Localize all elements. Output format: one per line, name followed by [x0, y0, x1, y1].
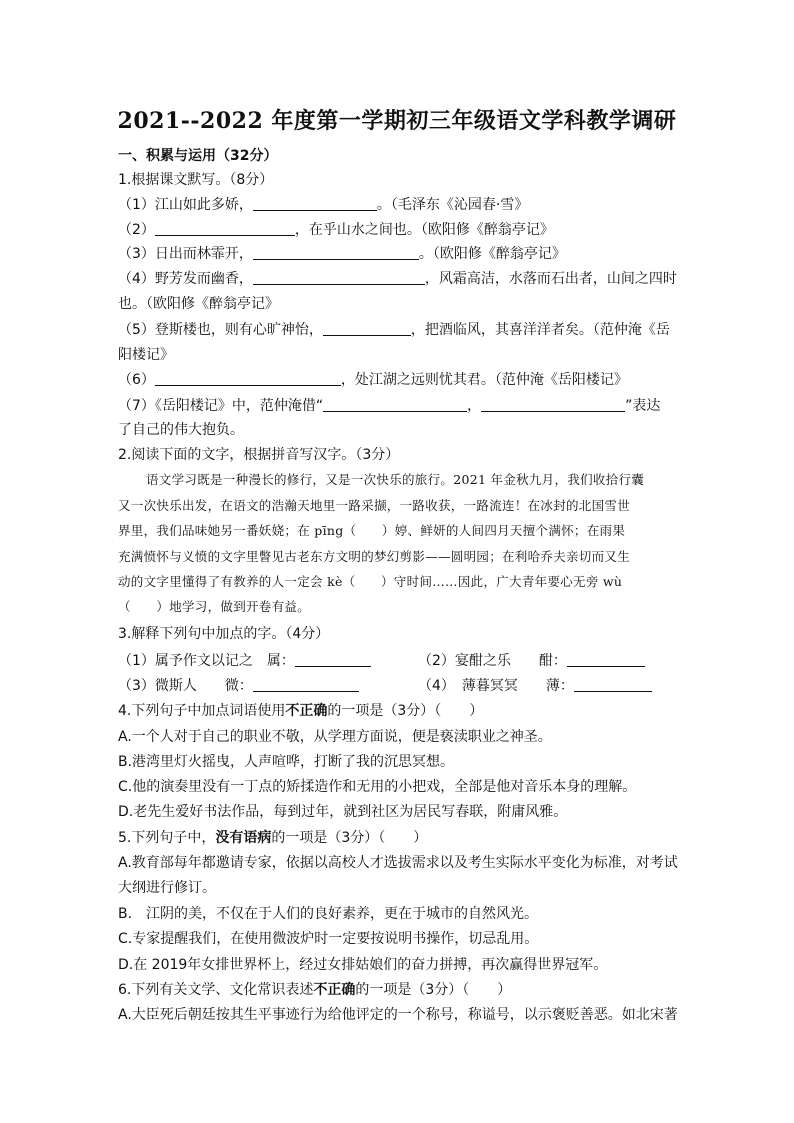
- q1-line-7-comma: ，: [467, 398, 482, 414]
- answer-blank[interactable]: [253, 270, 425, 285]
- answer-blank[interactable]: [323, 321, 411, 336]
- q5-option-a: A.教育部每年都邀请专家，依据以高校人才选拔需求以及考生实际水平变化为标准，对考试: [118, 855, 678, 871]
- q1-line-1: [118, 195, 528, 215]
- q1-line-3-source: 。（欧阳修《醉翁亭记》: [418, 246, 566, 262]
- q6-stem-score: 的一项是（3分）（ ）: [355, 982, 512, 998]
- q3-item-1: [118, 651, 371, 671]
- q3-item-4-text: （4） 薄暮冥冥 薄：: [418, 678, 574, 694]
- q1-line-3: [118, 244, 566, 264]
- answer-blank[interactable]: [155, 221, 295, 236]
- q1-line-2: [118, 220, 554, 240]
- answer-blank[interactable]: [323, 397, 467, 412]
- q1-line-5-text: （5）登斯楼也，则有心旷神怡，: [118, 322, 323, 338]
- section-heading: 一、积累与运用（32分）: [118, 148, 278, 164]
- q1-line-2-number: （2）: [118, 222, 155, 238]
- q1-line-6-number: （6）: [118, 372, 155, 388]
- q4-option-d: D.老先生爱好书法作品，每到过年，就到社区为居民写春联，附庸风雅。: [118, 804, 568, 820]
- q1-line-6-text: ，处江湖之远则忧其君。（范仲淹《岳阳楼记》: [340, 372, 628, 388]
- answer-blank[interactable]: [253, 677, 359, 692]
- answer-blank[interactable]: [253, 196, 377, 211]
- q1-line-7-text: （7）《岳阳楼记》中，范仲淹借“: [118, 398, 324, 414]
- q1-line-1-text: （1）江山如此多娇，: [118, 197, 253, 213]
- q4-stem-text: 4.下列句子中加点词语使用: [118, 703, 286, 719]
- q1-line-7: [118, 396, 660, 416]
- q5-option-a-cont: 大纲进行修订。: [118, 880, 216, 896]
- q5-option-b: B. 江阴的美，不仅在于人们的良好素养，更在于城市的自然风光。: [118, 906, 539, 922]
- q1-line-7-cont: 了自己的伟大抱负。: [118, 422, 244, 438]
- q1-line-7-rest: ”表达: [625, 398, 661, 414]
- q4-stem-emphasis: 不正确: [285, 703, 328, 719]
- question-1-stem: 1.根据课文默写。（8分）: [118, 172, 274, 188]
- q5-option-c: C.专家提醒我们，在使用微波炉时一定要按说明书操作，切忌乱用。: [118, 931, 539, 947]
- q4-option-a: A.一个人对于自己的职业不敬，从学理方面说，便是亵渎职业之神圣。: [118, 729, 552, 745]
- question-6-stem: [118, 980, 511, 1000]
- q1-line-4-rest: ，风霜高洁，水落而石出者，山间之四时: [424, 271, 677, 287]
- passage-line: 语文学习既是一种漫长的修行，又是一次快乐的旅行。2021 年金秋九月，我们收拾行囊: [146, 472, 645, 487]
- q6-stem-text: 6.下列有关文学、文化常识表述: [118, 982, 314, 998]
- q6-stem-emphasis: 不正确: [313, 982, 356, 998]
- q4-option-c: C.他的演奏里没有一丁点的矫揉造作和无用的小把戏，全部是他对音乐本身的理解。: [118, 779, 637, 795]
- answer-blank[interactable]: [253, 245, 419, 260]
- passage-line: 界里，我们品味她另一番妖娆；在 pīng（ ）婷、鲜妍的人间四月天擅个满怀；在雨果: [118, 523, 626, 538]
- question-3-stem: 3.解释下列句中加点的字。（4分）: [118, 626, 330, 642]
- q1-line-5-cont: 阳楼记》: [118, 347, 174, 363]
- q1-line-4-cont: 也。（欧阳修《醉翁亭记》: [118, 296, 279, 312]
- question-5-stem: [118, 828, 427, 848]
- passage-line: 充满愤怀与义愤的文字里瞥见古老东方文明的梦幻剪影——圆明园；在利哈乔夫亲切而又生: [118, 549, 631, 564]
- q5-stem-text: 5.下列句子中，: [118, 830, 216, 846]
- answer-blank[interactable]: [574, 677, 652, 692]
- question-4-stem: [118, 701, 483, 721]
- q4-option-b: B.港湾里灯火摇曳，人声喧哗，打断了我的沉思冥想。: [118, 754, 455, 770]
- answer-blank[interactable]: [295, 652, 371, 667]
- q6-option-a: A.大臣死后朝廷按其生平事迹行为给他评定的一个称号，称谥号，以示褒贬善恶。如北宋著: [118, 1007, 678, 1023]
- q3-item-1-text: （1）属予作文以记之 属：: [118, 653, 295, 669]
- q3-item-4: [418, 676, 652, 696]
- q5-option-d: D.在 2019年女排世界杯上，经过女排姑娘们的奋力拼搏，再次赢得世界冠军。: [118, 957, 608, 973]
- page-title: 2021--2022 年度第一学期初三年级语文学科教学调研: [117, 108, 677, 134]
- q3-item-2-text: （2）宴酣之乐 酣：: [418, 653, 567, 669]
- q1-line-4: [118, 269, 677, 289]
- q1-line-4-text: （4）野芳发而幽香，: [118, 271, 253, 287]
- passage-line: 又一次快乐出发，在语文的浩瀚天地里一路采撷，一路收获，一路流连！在冰封的北国雪世: [118, 498, 631, 513]
- q4-stem-score: 的一项是（3分）（ ）: [327, 703, 484, 719]
- q1-line-2-text: ，在乎山水之间也。（欧阳修《醉翁亭记》: [294, 222, 554, 238]
- q3-item-3-text: （3）微斯人 微：: [118, 678, 253, 694]
- answer-blank[interactable]: [481, 397, 625, 412]
- passage-line: （ ）地学习，做到开卷有益。: [118, 599, 311, 614]
- answer-blank[interactable]: [155, 371, 341, 386]
- q1-line-5-rest: ，把酒临风，其喜洋洋者矣。（范仲淹《岳: [410, 322, 670, 338]
- q1-line-6: [118, 370, 628, 390]
- q5-stem-score: 的一项是（3分）（ ）: [271, 830, 428, 846]
- answer-blank[interactable]: [567, 652, 645, 667]
- q3-item-2: [418, 651, 645, 671]
- passage-line: 动的文字里懂得了有教养的人一定会 kè（ ）守时间……因此，广大青年要心无旁 wù: [118, 574, 623, 589]
- q1-line-1-source: 。（毛泽东《沁园春·雪》: [376, 197, 529, 213]
- q1-line-5: [118, 320, 670, 340]
- q3-item-3: [118, 676, 359, 696]
- q1-line-3-text: （3）日出而林霏开，: [118, 246, 253, 262]
- question-2-stem: 2.阅读下面的文字，根据拼音写汉字。（3分）: [118, 447, 400, 463]
- q5-stem-emphasis: 没有语病: [215, 830, 272, 846]
